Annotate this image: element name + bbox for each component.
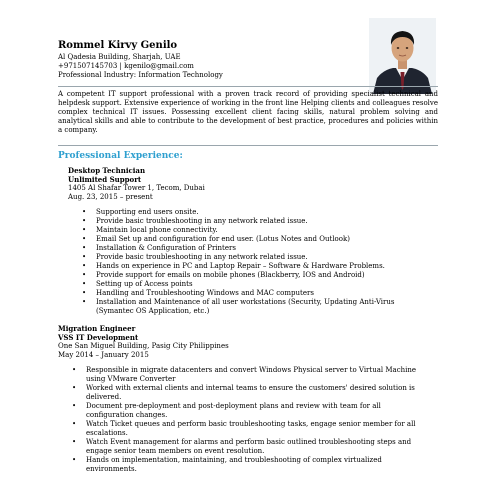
list-item: • Watch Event management for alarms and perform basic outlined troubleshooting steps and engage senior team members on event resolution. xyxy=(72,438,412,455)
divider xyxy=(58,145,438,146)
job-location: One San Miguel Building, Pasig City Philippines xyxy=(58,342,229,350)
bullet-icon: • xyxy=(82,262,87,270)
bullet-icon: • xyxy=(82,298,87,306)
portrait-image xyxy=(369,18,436,94)
bullet-icon: • xyxy=(82,280,87,288)
contact-block xyxy=(58,53,223,80)
bullet-icon: • xyxy=(82,226,87,234)
list-item: • Provide basic troubleshooting in any network related issue. xyxy=(82,217,308,225)
summary-paragraph: A competent IT support professional with a proven track record of providing specialist technical and helpdesk support. Extensive experience of working in the front line Helping clients and colleagues resolve complex technical IT issues. Possessing excellent client facing skills, natural problem solving and analytical skills and able to contribute to the development of best practice, procedures and policies within a company. xyxy=(58,90,438,134)
industry: Professional Industry: Information Technology xyxy=(58,71,223,79)
list-item: • Setting up of Access points xyxy=(82,280,193,288)
job-dates: May 2014 – January 2015 xyxy=(58,351,149,359)
address: Al Qadesia Building, Sharjah, UAE xyxy=(58,53,181,61)
experience-heading: Professional Experience: xyxy=(58,151,183,161)
company-name: VSS IT Development xyxy=(58,333,139,342)
bullet-icon: • xyxy=(72,384,77,392)
list-item: • Installation and Maintenance of all user workstations (Security, Updating Anti-Virus (Symantec OS Application, etc.) xyxy=(82,298,395,315)
list-item: • Handling and Troubleshooting Windows and MAC computers xyxy=(82,289,314,297)
company-name: Unlimited Support xyxy=(68,175,142,184)
bullet-icon: • xyxy=(82,253,87,261)
job-title: Migration Engineer xyxy=(58,324,136,333)
bullet-icon: • xyxy=(72,366,77,374)
list-item: • Email Set up and configuration for end user. (Lotus Notes and Outlook) xyxy=(82,235,350,243)
list-item: • Installation & Configuration of Printers xyxy=(82,244,236,252)
phone-email: +971507145703 | kgenilo@gmail.com xyxy=(58,62,194,70)
list-item: • Provide support for emails on mobile phones (Blackberry, IOS and Android) xyxy=(82,271,365,279)
profile-photo xyxy=(369,18,436,94)
list-item: • Document pre-deployment and post-deployment plans and review with team for all configuration changes. xyxy=(72,402,381,419)
job-header xyxy=(58,324,229,360)
list-item: • Responsible in migrate datacenters and convert Windows Physical server to Virtual Machine using VMware Converter xyxy=(72,366,417,383)
list-item: • Watch Ticket queues and perform basic troubleshooting tasks, engage senior member for all escalations. xyxy=(72,420,416,437)
job-location: 1405 Al Shafar Tower 1, Tecom, Dubai xyxy=(68,184,205,192)
list-item: • Hands on experience in PC and Laptop Repair – Software & Hardware Problems. xyxy=(82,262,385,270)
list-item: • Hands on implementation, maintaining, and troubleshooting of complex virtualized environments. xyxy=(72,456,382,473)
list-item: • Provide basic troubleshooting in any network related issue. xyxy=(82,253,308,261)
list-item: • Worked with external clients and internal teams to ensure the customers' desired solution is delivered. xyxy=(72,384,415,401)
list-item: • Maintain local phone connectivity. xyxy=(82,226,218,234)
duty-list xyxy=(68,366,430,474)
bullet-icon: • xyxy=(82,217,87,225)
list-item: • Supporting end users onsite. xyxy=(82,208,199,216)
bullet-icon: • xyxy=(72,420,77,428)
bullet-icon: • xyxy=(72,438,77,446)
bullet-icon: • xyxy=(82,244,87,252)
duty-list xyxy=(78,208,408,316)
candidate-name: Rommel Kirvy Genilo xyxy=(58,40,178,51)
divider xyxy=(58,86,438,87)
bullet-icon: • xyxy=(82,289,87,297)
job-header xyxy=(68,166,205,202)
job-dates: Aug. 23, 2015 – present xyxy=(68,193,153,201)
bullet-icon: • xyxy=(72,402,77,410)
bullet-icon: • xyxy=(82,271,87,279)
bullet-icon: • xyxy=(82,235,87,243)
bullet-icon: • xyxy=(72,456,77,464)
job-title: Desktop Technician xyxy=(68,166,146,175)
bullet-icon: • xyxy=(82,208,87,216)
